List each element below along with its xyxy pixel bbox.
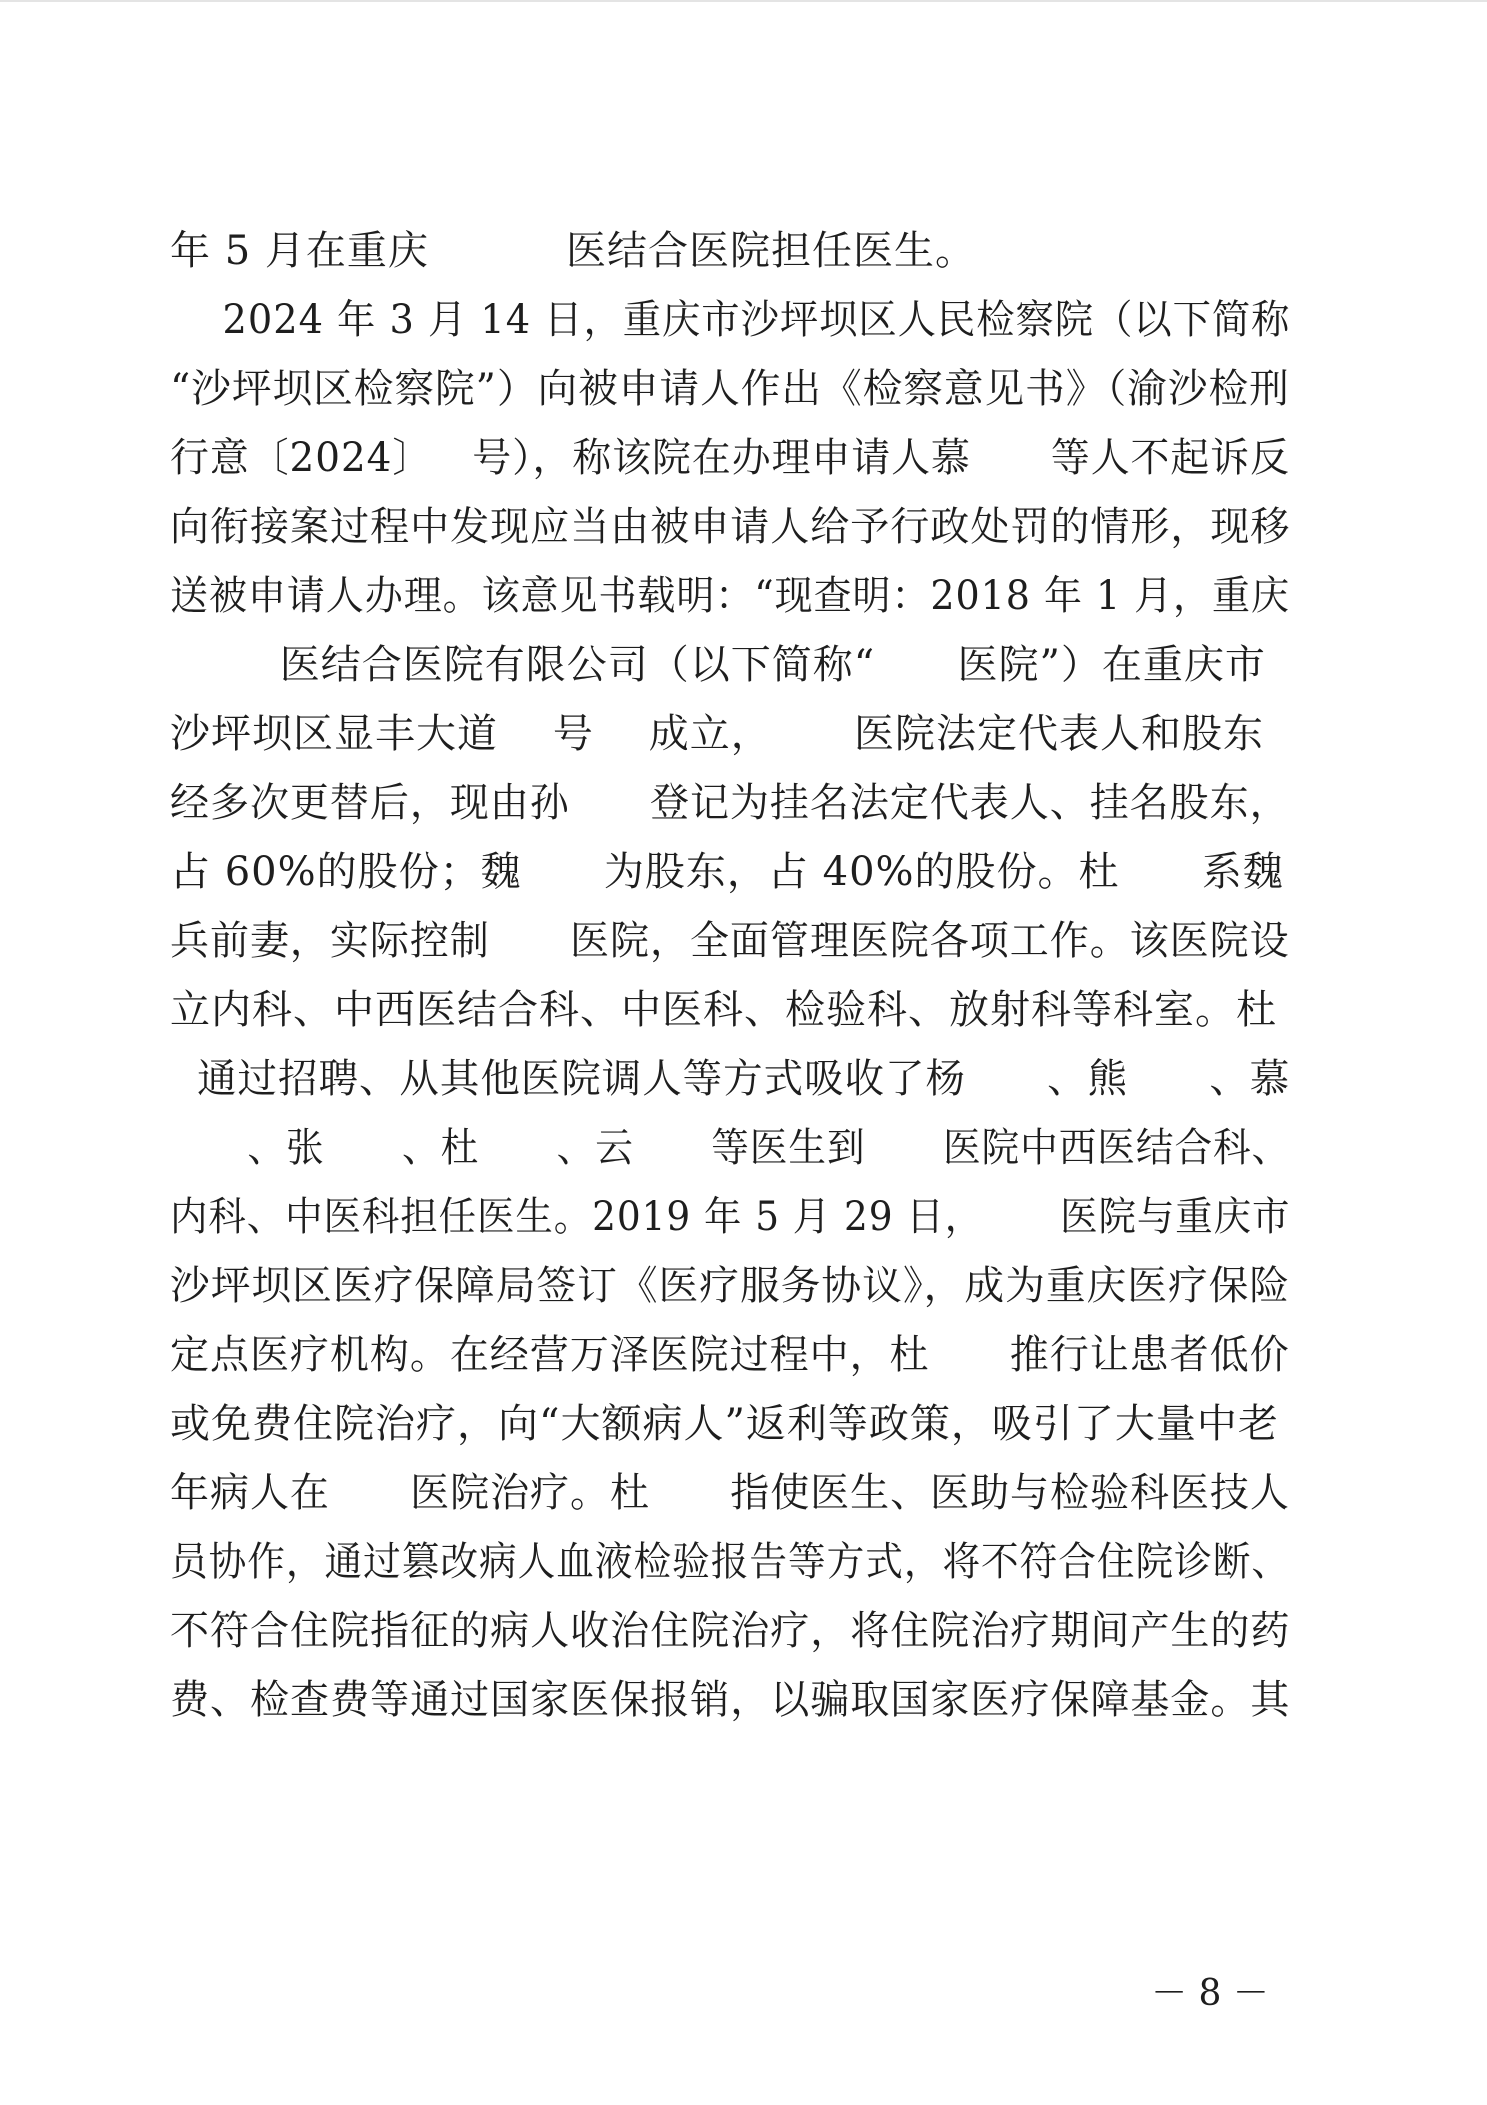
text-line-3 (170, 353, 1310, 425)
text-line-11-content: 兵前妻，实际控制 医院，全面管理医院各项工作。该医院设 (170, 918, 1290, 964)
text-line-18-content: 或免费住院治疗，向“大额病人”返利等政策，吸引了大量中老 (170, 1401, 1279, 1447)
text-line-1-content: 年 5 月在重庆 医结合医院担任医生。 (170, 228, 977, 274)
text-line-15-content: 内科、中医科担任医生。2019 年 5 月 29 日， 医院与重庆市 (170, 1194, 1291, 1240)
text-line-18 (170, 1388, 1310, 1460)
text-line-15 (170, 1181, 1310, 1253)
text-line-13-content: 通过招聘、从其他医院调人等方式吸收了杨 、熊 、慕 (170, 1056, 1291, 1102)
text-line-13 (170, 1043, 1310, 1115)
text-line-6 (170, 560, 1310, 632)
text-line-5-content: 向衔接案过程中发现应当由被申请人给予行政处罚的情形，现移 (170, 504, 1291, 550)
text-line-2-content: 2024 年 3 月 14 日，重庆市沙坪坝区人民检察院（以下简称 (170, 297, 1291, 343)
text-line-16 (170, 1250, 1310, 1322)
text-line-14-content: 、张 、杜 、云 等医生到 医院中西医结合科、 (170, 1125, 1291, 1171)
text-line-8 (170, 698, 1310, 770)
text-line-22 (170, 1664, 1310, 1736)
text-line-9-content: 经多次更替后，现由孙 登记为挂名法定代表人、挂名股东， (170, 780, 1290, 826)
text-line-4 (170, 422, 1310, 494)
text-line-20 (170, 1526, 1310, 1598)
text-line-11 (170, 905, 1310, 977)
text-line-14 (170, 1112, 1310, 1184)
text-line-17 (170, 1319, 1310, 1391)
text-line-20-content: 员协作，通过篡改病人血液检验报告等方式，将不符合住院诊断、 (170, 1539, 1291, 1585)
text-line-12 (170, 974, 1310, 1046)
text-line-3-content: “沙坪坝区检察院”）向被申请人作出《检察意见书》（渝沙检刑 (170, 366, 1290, 412)
text-line-17-content: 定点医疗机构。在经营万泽医院过程中，杜 推行让患者低价 (170, 1332, 1290, 1378)
text-line-7-content: 医结合医院有限公司（以下简称“ 医院”）在重庆市 (170, 642, 1266, 688)
text-line-21-content: 不符合住院指征的病人收治住院治疗，将住院治疗期间产生的药 (170, 1608, 1291, 1654)
text-line-16-content: 沙坪坝区医疗保障局签订《医疗服务协议》，成为重庆医疗保险 (170, 1263, 1291, 1309)
text-line-9 (170, 767, 1310, 839)
text-line-4-content: 行意〔2024〕 号），称该院在办理申请人慕 等人不起诉反 (170, 435, 1290, 481)
text-line-22-content: 费、检查费等通过国家医保报销，以骗取国家医疗保障基金。其 (170, 1677, 1291, 1723)
text-line-19 (170, 1457, 1310, 1529)
text-line-21 (170, 1595, 1310, 1667)
text-line-8-content: 沙坪坝区显丰大道 号 成立， 医院法定代表人和股东 (170, 711, 1265, 757)
text-line-2 (170, 284, 1310, 356)
text-line-7 (170, 629, 1310, 701)
text-line-10-content: 占 60%的股份；魏 为股东，占 40%的股份。杜 系魏 (170, 849, 1284, 895)
text-line-5 (170, 491, 1310, 563)
text-line-19-content: 年病人在 医院治疗。杜 指使医生、医助与检验科医技人 (170, 1470, 1290, 1516)
text-line-12-content: 立内科、中西医结合科、中医科、检验科、放射科等科室。杜 (170, 987, 1277, 1033)
text-line-10 (170, 836, 1310, 908)
page-number: － 8 － (1151, 1973, 1269, 2014)
text-line-1 (170, 215, 1310, 287)
text-line-6-content: 送被申请人办理。该意见书载明：“现查明：2018 年 1 月，重庆 (170, 573, 1290, 619)
